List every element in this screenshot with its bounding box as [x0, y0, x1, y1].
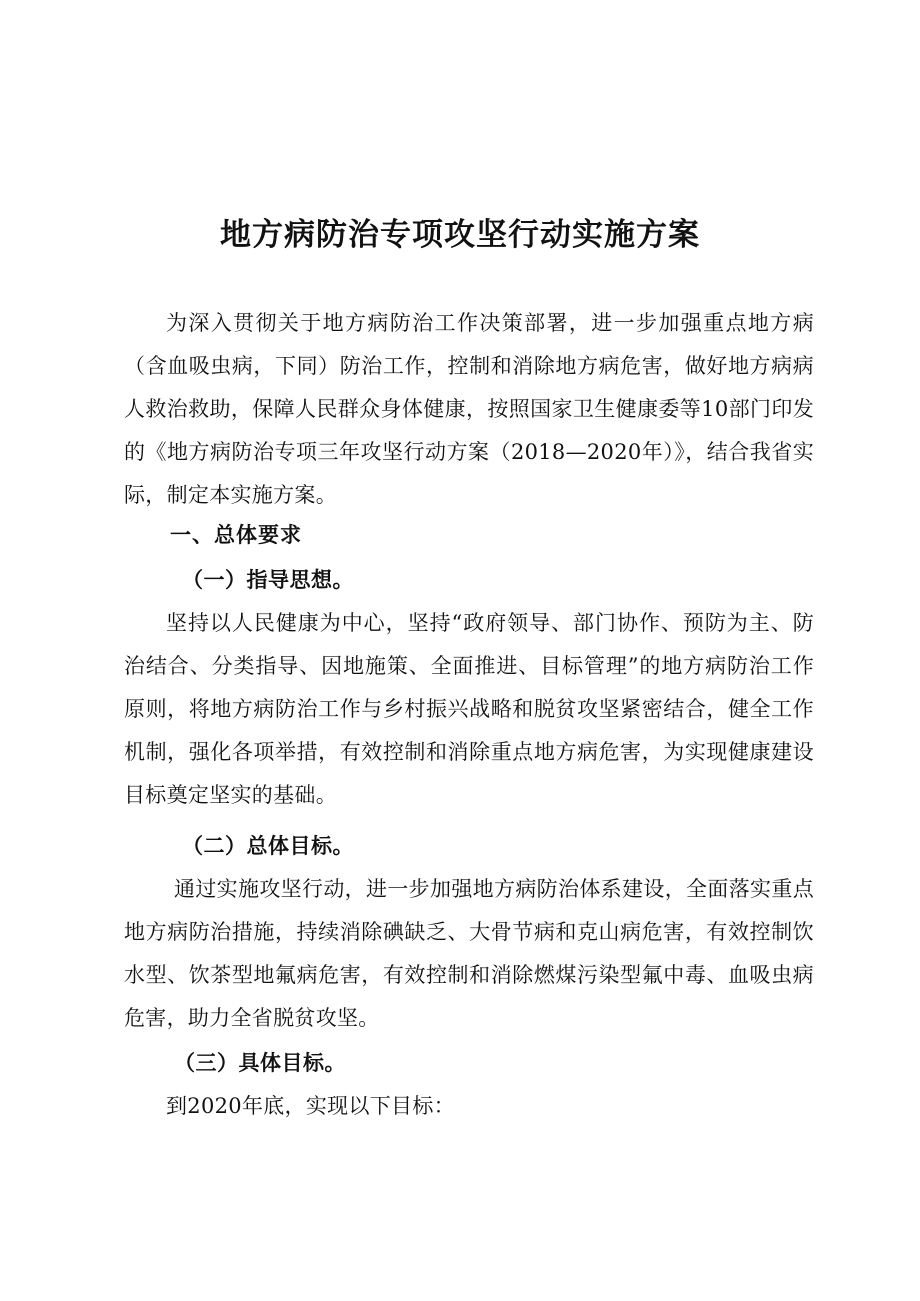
subheading-specific-goals: （三）具体目标。	[174, 1050, 346, 1075]
subheading-overall-goal: （二）总体目标。	[182, 833, 354, 858]
guiding-ideology-paragraph: 坚持以人民健康为中心，坚持“政府领导、部门协作、预防为主、防治结合、分类指导、因地施策、全面推进、目标管理”的地方病防治工作原则，将地方病防治工作与乡村振兴战略和脱贫攻坚紧密结合，健全工作机制，强化各项举措，有效控制和消除重点地方病危害，为实现健康建设目标奠定坚实的基础。	[124, 611, 814, 807]
section-heading-general-requirements: 一、总体要求	[170, 523, 302, 547]
subheading-guiding-ideology: （一）指导思想。	[182, 567, 354, 592]
document-title: 地方病防治专项攻坚行动实施方案	[220, 217, 700, 253]
intro-paragraph: 为深入贯彻关于地方病防治工作决策部署，进一步加强重点地方病（含血吸虫病，下同）防治工作，控制和消除地方病危害，做好地方病病人救治救助，保障人民群众身体健康，按照国家卫生健康委等10部门印发的《地方病防治专项三年攻坚行动方案（2018—2020年）》，结合我省实际，制定本实施方案。	[124, 311, 814, 507]
overall-goal-paragraph	[124, 868, 814, 1040]
specific-goals-paragraph: 到2020年底，实现以下目标：	[166, 1094, 455, 1118]
overall-goal-text: 通过实施攻坚行动，进一步加强地方病防治体系建设，全面落实重点地方病防治措施，持续消除碘缺乏、大骨节病和克山病危害，有效控制饮水型、饮茶型地氟病危害，有效控制和消除燃煤污染型氟中毒、血吸虫病危害，助力全省脱贫攻坚。	[124, 877, 814, 1030]
